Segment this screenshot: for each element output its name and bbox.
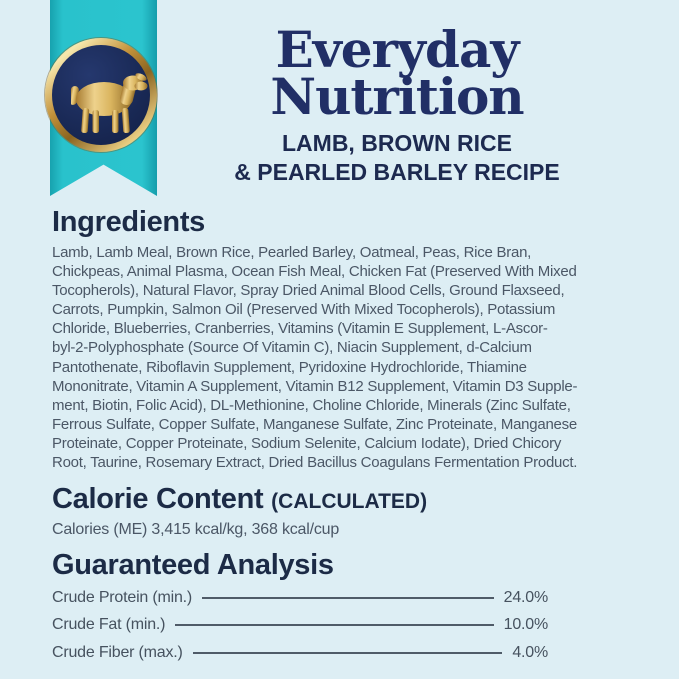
- medallion-center: [52, 45, 150, 145]
- ingredients-line: byl-2-Polyphosphate (Source Of Vitamin C), Niacin Supplement, d-Calcium: [52, 339, 532, 357]
- analysis-label: Crude Fiber (max.): [52, 643, 183, 661]
- ingredients-heading: Ingredients: [52, 206, 205, 238]
- ingredients-list: [52, 243, 652, 472]
- analysis-value: 10.0%: [503, 616, 548, 634]
- analysis-value: 4.0%: [512, 643, 548, 661]
- recipe-subtitle: [150, 129, 644, 187]
- ingredients-line: ment, Biotin, Folic Acid), DL-Methionine, Choline Chloride, Minerals (Zinc Sulfate,: [52, 396, 571, 414]
- subtitle-line-1: LAMB, BROWN RICE: [282, 130, 512, 156]
- calorie-heading-text: Calorie Content: [52, 483, 264, 515]
- lamb-icon: [71, 72, 149, 134]
- subtitle-line-2: & PEARLED BARLEY RECIPE: [234, 159, 560, 185]
- ingredients-line: Chickpeas, Animal Plasma, Ocean Fish Meal, Chicken Fat (Preserved With Mixed: [52, 263, 577, 281]
- analysis-row: [52, 584, 548, 612]
- calorie-heading-qualifier: (CALCULATED): [271, 490, 428, 513]
- analysis-row: [52, 612, 548, 640]
- ingredients-line: Chloride, Blueberries, Cranberries, Vitamins (Vitamin E Supplement, L-Ascor-: [52, 320, 548, 338]
- header: [150, 20, 644, 187]
- ingredients-line: Ferrous Sulfate, Copper Sulfate, Manganese Sulfate, Zinc Proteinate, Manganese: [52, 415, 577, 433]
- leader-line: [202, 597, 494, 599]
- analysis-row: [52, 639, 548, 667]
- guaranteed-analysis-table: [52, 584, 548, 667]
- leader-line: [175, 624, 493, 626]
- ingredients-line: Mononitrate, Vitamin A Supplement, Vitamin B12 Supplement, Vitamin D3 Supple-: [52, 377, 578, 395]
- ingredients-line: Root, Taurine, Rosemary Extract, Dried Bacillus Coagulans Fermentation Product.: [52, 454, 578, 472]
- analysis-label: Crude Fat (min.): [52, 616, 166, 634]
- analysis-value: 24.0%: [503, 588, 548, 606]
- title-line-2: Nutrition: [270, 67, 524, 126]
- ingredients-line: Tocopherols), Natural Flavor, Spray Dried Animal Blood Cells, Ground Flaxseed,: [52, 282, 565, 300]
- analysis-label: Crude Protein (min.): [52, 588, 193, 606]
- calories-value: Calories (ME) 3,415 kcal/kg, 368 kcal/cup: [52, 521, 340, 538]
- guaranteed-analysis-heading: Guaranteed Analysis: [52, 549, 334, 581]
- ingredients-line: Pantothenate, Riboflavin Supplement, Pyridoxine Hydrochloride, Thiamine: [52, 358, 527, 376]
- ingredients-line: Proteinate, Copper Proteinate, Sodium Selenite, Calcium Iodate), Dried Chicory: [52, 434, 562, 452]
- calorie-content-heading: [52, 483, 427, 516]
- medallion: [45, 38, 157, 152]
- leader-line: [193, 652, 503, 654]
- title-line-1: Everyday: [275, 20, 519, 79]
- ingredients-line: Carrots, Pumpkin, Salmon Oil (Preserved With Mixed Tocopherols), Potassium: [52, 301, 556, 319]
- ingredients-line: Lamb, Lamb Meal, Brown Rice, Pearled Barley, Oatmeal, Peas, Rice Bran,: [52, 244, 532, 261]
- product-title: [150, 20, 644, 126]
